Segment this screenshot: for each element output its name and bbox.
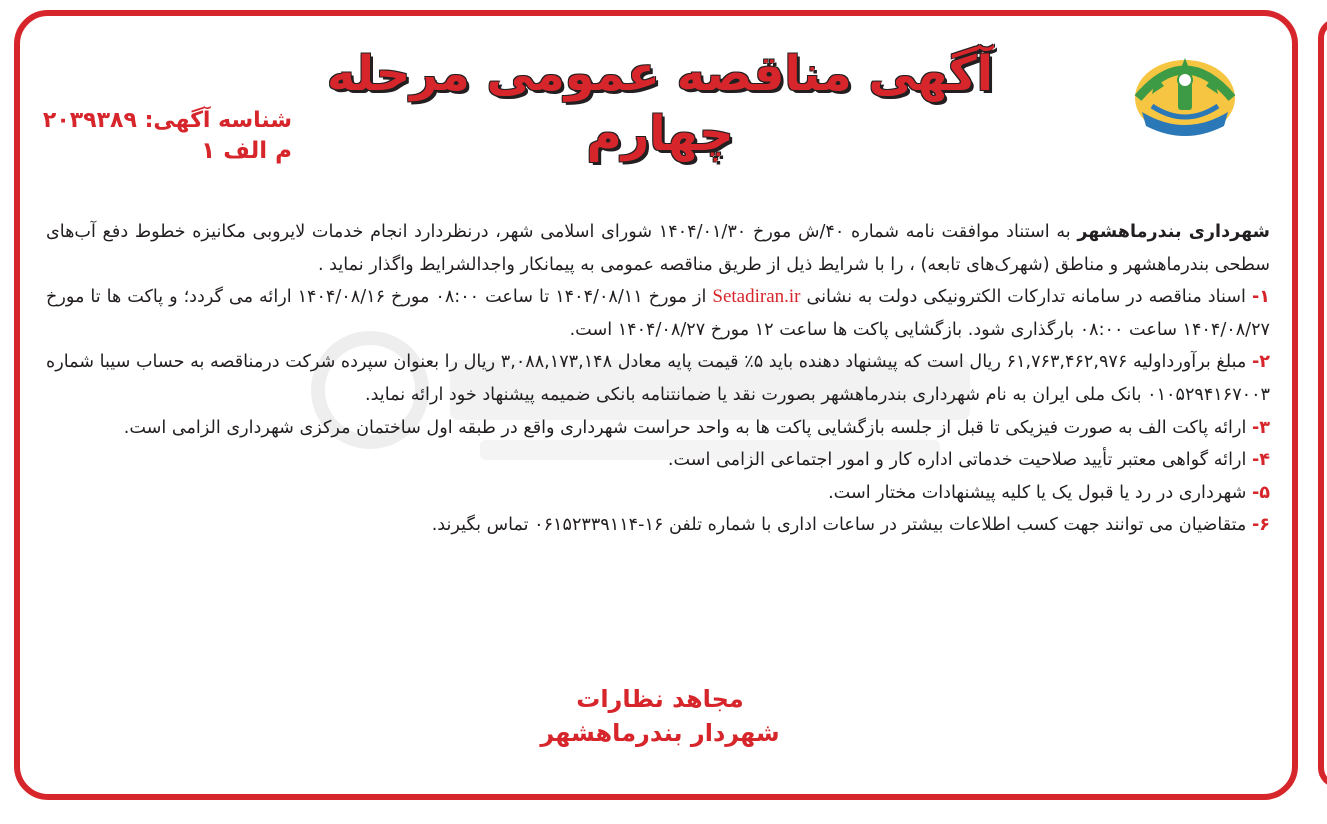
intro-paragraph	[46, 216, 1270, 281]
item-number: ۳-	[1251, 417, 1270, 438]
item-text-pre: اسناد مناقصه در سامانه تدارکات الکترونیکی دولت به نشانی	[800, 287, 1252, 308]
item-text: ارائه پاکت الف به صورت فیزیکی تا قبل از جلسه بازگشایی پاکت ها به واحد حراست شهرداری واقع در طبقه اول ساختمان مرکزی شهرداری الزامی است.	[123, 417, 1252, 438]
item-number: ۵-	[1251, 482, 1270, 503]
condition-item-6	[46, 509, 1270, 542]
ad-id-number: ۲۰۳۹۳۸۹	[42, 108, 137, 133]
municipality-logo	[1122, 46, 1248, 142]
notice-body	[46, 216, 1270, 542]
ad-id-label: شناسه آگهی:	[144, 108, 292, 133]
item-text: مبلغ برآورداولیه ۶۱,۷۶۳,۴۶۲,۹۷۶ ریال است که پیشنهاد دهنده باید ۵٪ قیمت پایه معادل ۳,۰۸۸,۱۷۳,۱۴۸ ریال را بعنوان سپرده شرکت درمناقصه به حساب سیبا شماره ۰۱۰۵۲۹۴۱۶۷۰۰۳ بانک ملی ایران به نام شهرداری بندرماهشهر بصورت نقد یا ضمانتنامه بانکی ضمیمه پیشنهاد خود ارائه نماید.	[46, 352, 1270, 405]
ad-id-block	[40, 106, 292, 166]
condition-item-2	[46, 346, 1270, 411]
item-number: ۶-	[1251, 515, 1270, 536]
condition-item-1	[46, 281, 1270, 346]
item-number: ۱-	[1251, 287, 1270, 308]
condition-item-4	[46, 444, 1270, 477]
condition-item-3	[46, 412, 1270, 445]
setadiran-link[interactable]: Setadiran.ir	[712, 286, 801, 308]
ad-id-line	[40, 106, 292, 136]
item-text: ارائه گواهی معتبر تأیید صلاحیت خدماتی اداره کار و امور اجتماعی الزامی است.	[667, 450, 1252, 471]
signatory-name: مجاهد نظارات	[576, 685, 744, 713]
condition-item-5	[46, 477, 1270, 510]
item-number: ۲-	[1251, 352, 1270, 373]
item-text: شهرداری در رد یا قبول یک یا کلیه پیشنهادات مختار است.	[828, 482, 1252, 503]
item-number: ۴-	[1251, 450, 1270, 471]
ad-code: م الف ۱	[201, 138, 292, 164]
notice-title: آگهی مناقصه عمومی مرحله چهارم	[326, 46, 994, 162]
signatory-role: شهردار بندرماهشهر	[540, 719, 780, 747]
organization-name: شهرداری بندرماهشهر	[1077, 222, 1270, 242]
adjacent-notice-edge	[1318, 18, 1327, 788]
item-text: متقاضیان می توانند جهت کسب اطلاعات بیشتر در ساعات اداری با شماره تلفن ۱۶-۰۶۱۵۲۳۳۹۱۱۴ تماس بگیرند.	[431, 515, 1252, 536]
signature-block	[460, 682, 860, 750]
item-text-post: از مورخ ۱۴۰۴/۰۸/۱۱ تا ساعت ۰۸:۰۰ مورخ ۱۴۰۴/۰۸/۱۶ ارائه می گردد؛ و پاکت ها تا مورخ ۱۴۰۴/۰۸/۲۷ ساعت ۰۸:۰۰ بارگذاری شود. بازگشایی پاکت ها ساعت ۱۲ مورخ ۱۴۰۴/۰۸/۲۷ است.	[46, 287, 1270, 340]
intro-text: به استناد موافقت نامه شماره ۴۰/ش مورخ ۱۴۰۴/۰۱/۳۰ شورای اسلامی شهر، درنظردارد انجام خدمات لایروبی مکانیزه خطوط دفع آب‌های سطحی بندرماهشهر و مناطق (شهرک‌های تابعه) ، را با شرایط ذیل از طریق مناقصه عمومی به پیمانکار واجدالشرایط واگذار نماید .	[46, 222, 1270, 275]
